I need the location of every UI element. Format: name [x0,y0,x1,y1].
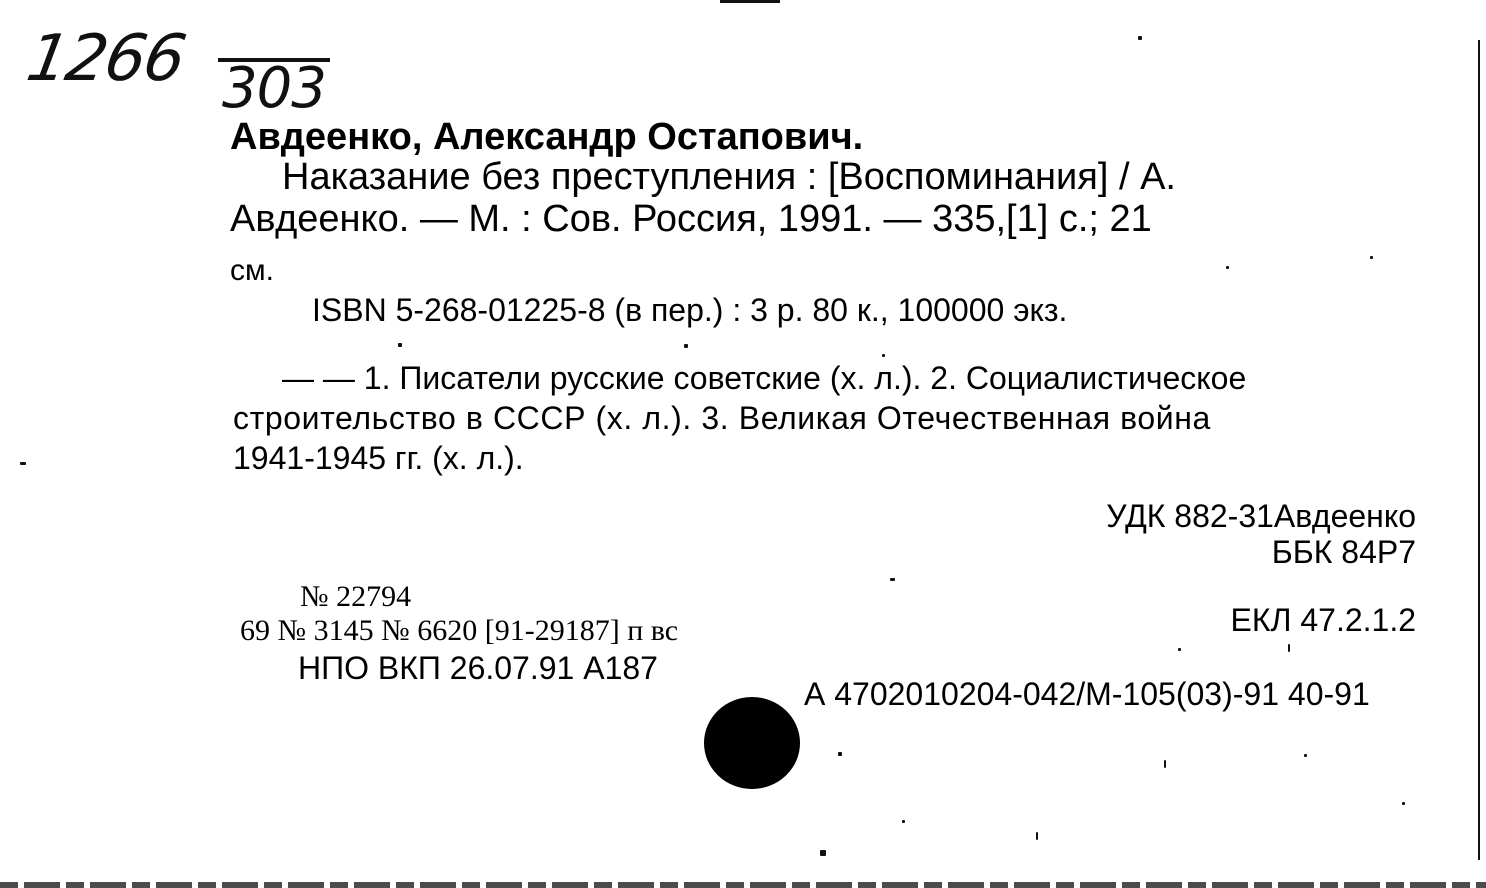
handwritten-number: 1266 [21,22,190,96]
speck [1036,832,1038,840]
title-line-3: см. [230,254,274,287]
speck [1402,802,1405,805]
npo-line: НПО ВКП 26.07.91 А187 [298,650,658,686]
speck [1138,36,1142,40]
speck [902,820,905,823]
punch-hole [704,697,800,789]
subject-line-1: — — 1. Писатели русские советские (х. л.). 2. Социалистическое [282,360,1247,396]
speck [882,354,885,357]
speck [684,344,688,348]
title-line-2: Авдеенко. — М. : Сов. Россия, 1991. — 335,[1] с.; 21 [230,198,1152,240]
speck [890,578,895,581]
publisher-code: А 4702010204-042/М-105(03)-91 40-91 [804,676,1370,712]
bottom-edge-noise [0,882,1486,888]
card-number: № 22794 [300,580,412,613]
order-line: 69 № 3145 № 6620 [91-29187] п вс [240,614,679,647]
speck [1226,266,1229,269]
udk-code: УДК 882-31Авдеенко [1106,498,1416,534]
bbk-code: ББК 84Р7 [1271,534,1416,570]
handwritten-shelfmark: 303 [222,56,326,121]
title-line-1: Наказание без преступления : [Воспоминания] / А. [282,156,1176,198]
speck [20,462,26,465]
top-edge-mark [720,0,780,3]
subject-line-2: строительство в СССР (х. л.). 3. Великая Отечественная война [233,400,1211,436]
speck [1304,754,1307,757]
speck [1370,256,1373,259]
subject-line-3: 1941-1945 гг. (х. л.). [233,440,524,476]
speck [398,343,402,347]
author-heading: Авдеенко, Александр Остапович. [230,116,864,158]
isbn-line: ISBN 5-268-01225-8 (в пер.) : 3 р. 80 к., 100000 экз. [312,292,1068,328]
speck [820,850,826,856]
speck [838,752,842,756]
ekl-code: ЕКЛ 47.2.1.2 [1230,602,1416,638]
speck [1178,648,1181,651]
speck [1164,760,1166,768]
speck [1288,644,1290,652]
card-right-edge [1478,40,1480,860]
